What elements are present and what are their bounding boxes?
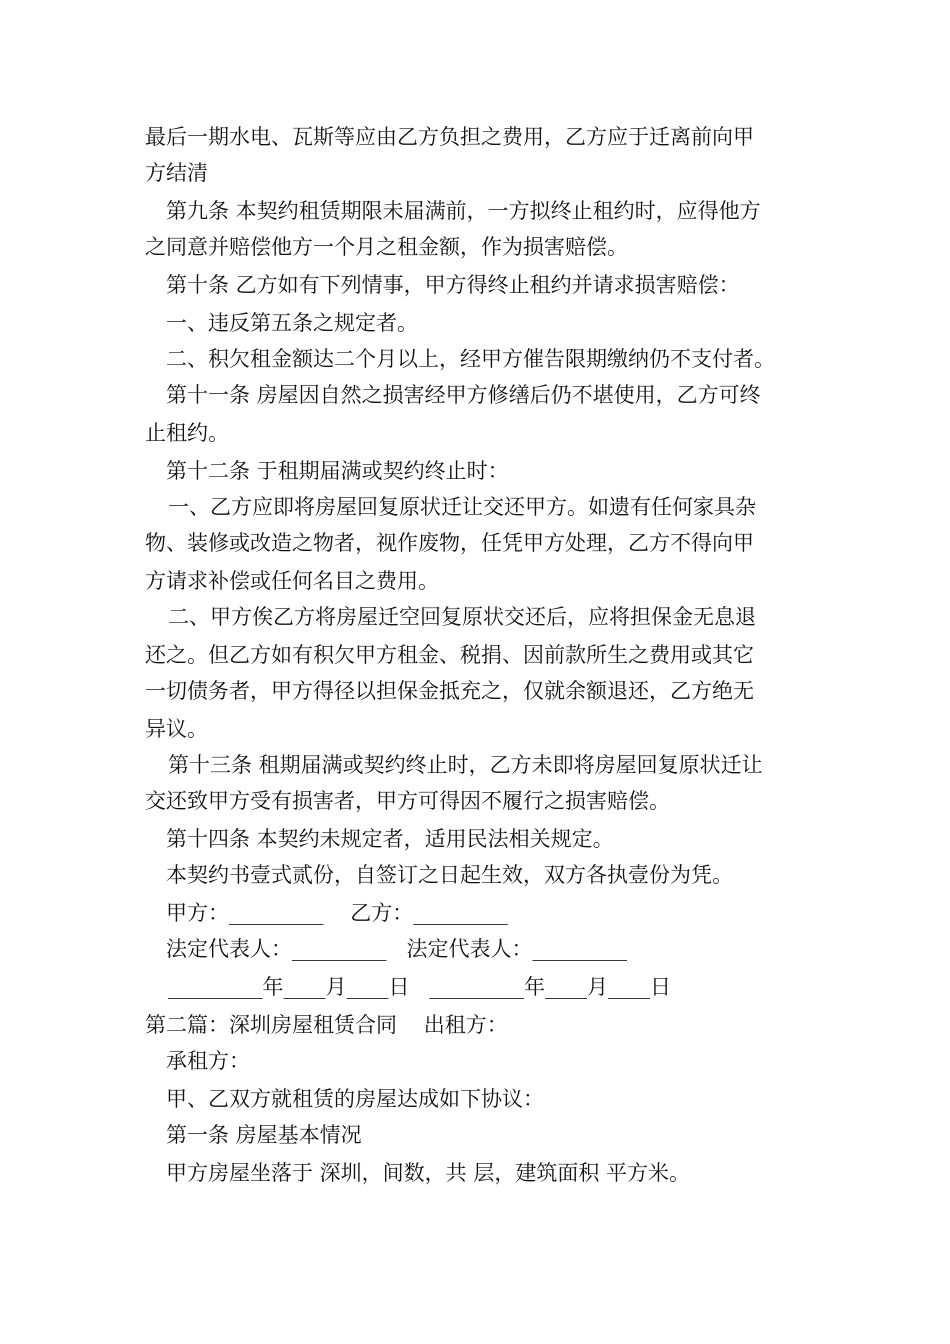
text-line: 第十二条 于租期届满或契约终止时：: [166, 459, 509, 483]
text-line: 最后一期水电、瓦斯等应由乙方负担之费用，乙方应于迁离前向甲: [145, 125, 754, 149]
text-line: 第一条 房屋基本情况: [166, 1123, 362, 1147]
text-line: 本契约书壹式贰份，自签订之日起生效，双方各执壹份为凭。: [166, 863, 733, 887]
text-line: 二、积欠租金额达二个月以上，经甲方催告限期缴纳仍不支付者。: [166, 347, 775, 371]
text-line: 还之。但乙方如有积欠甲方租金、税捐、因前款所生之费用或其它: [145, 643, 754, 667]
text-line: 第十三条 租期届满或契约终止时，乙方未即将房屋回复原状迁让: [168, 753, 763, 777]
text-line: 承租方：: [166, 1049, 250, 1073]
text-line: 一、违反第五条之规定者。: [166, 311, 418, 335]
text-line: 甲、乙双方就租赁的房屋达成如下协议：: [166, 1087, 544, 1111]
text-line: 第九条 本契约租赁期限未届满前，一方拟终止租约时，应得他方: [166, 199, 761, 223]
section-heading: 第二篇：深圳房屋租赁合同 出租方：: [145, 1013, 508, 1037]
text-line: 交还致甲方受有损害者，甲方可得因不履行之损害赔偿。: [145, 789, 670, 813]
text-line: 方结清: [145, 161, 208, 185]
text-line: 物、装修或改造之物者，视作废物，任凭甲方处理，乙方不得向甲: [145, 531, 754, 555]
text-line: 第十四条 本契约未规定者，适用民法相关规定。: [166, 827, 614, 851]
text-line: 一切债务者，甲方得径以担保金抵充之，仅就余额退还，乙方绝无: [145, 679, 754, 703]
text-line: 第十条 乙方如有下列情事，甲方得终止租约并请求损害赔偿：: [166, 273, 740, 297]
signature-line-dates: _________年____月____日 _________年____月____日: [168, 975, 672, 999]
text-line: 二、甲方俟乙方将房屋迁空回复原状交还后，应将担保金无息退: [168, 605, 756, 629]
text-line: 异议。: [145, 717, 208, 741]
signature-line-representatives: 法定代表人：_________ 法定代表人：_________: [166, 937, 628, 961]
text-line: 之同意并赔偿他方一个月之租金额，作为损害赔偿。: [145, 235, 628, 259]
text-line: 第十一条 房屋因自然之损害经甲方修缮后仍不堪使用，乙方可终: [166, 383, 761, 407]
text-line: 甲方房屋坐落于 深圳，间数，共 层，建筑面积 平方米。: [166, 1161, 691, 1185]
signature-line-parties: 甲方：_________ 乙方：_________: [166, 901, 508, 925]
text-line: 一、乙方应即将房屋回复原状迁让交还甲方。如遗有任何家具杂: [168, 495, 756, 519]
text-line: 止租约。: [145, 421, 229, 445]
text-line: 方请求补偿或任何名目之费用。: [145, 569, 439, 593]
